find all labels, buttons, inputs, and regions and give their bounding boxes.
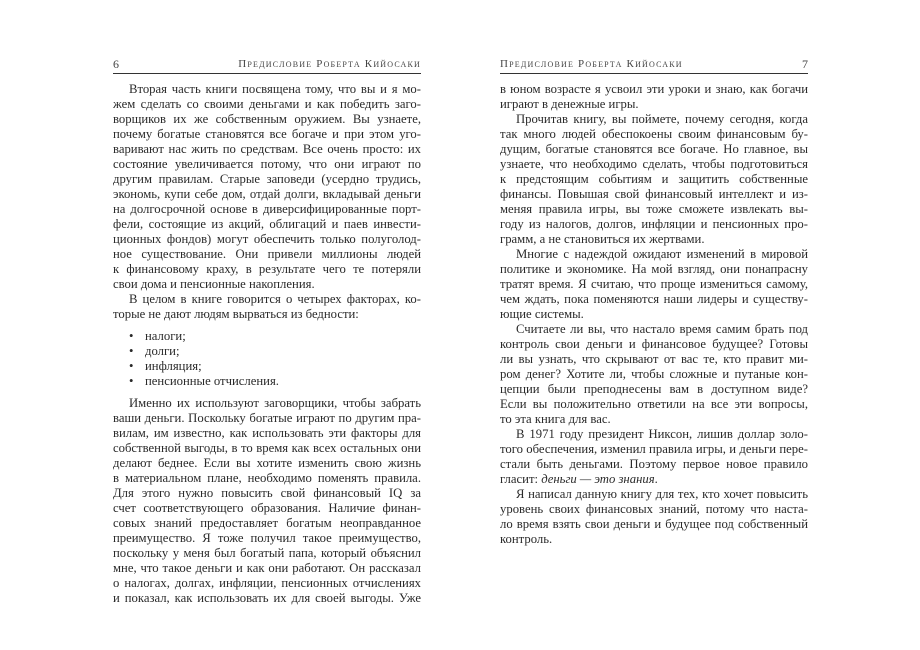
bullet-icon: • [129,329,134,343]
text-line: Именно их используют заговорщики, чтобы забрать [129,396,421,410]
text-line: ционных фондов) могут обеспечить только полуголод- [113,232,421,246]
text-line: ло время взять свои деньги и будущее под собственный [500,517,808,531]
list-item [113,329,421,344]
paragraph [113,82,421,292]
text-line: В целом в книге говорится о четырех факторах, ко- [129,292,421,306]
text-line: состояние увеличивается потому, что они играют по [113,157,421,171]
list-item-text: пенсионные отчисления. [145,374,279,388]
text-line: варивают нас жить по средствам. Все очень просто: их [113,142,421,156]
page-number: 6 [113,57,119,71]
text-line: чем ждать, пока поменяются наши лидеры и существу- [500,292,808,306]
text-line: ваши деньги. Поскольку богатые играют по другим пра- [113,411,421,425]
text-line: В 1971 году президент Никсон, лишив доллар золо- [516,427,808,441]
running-header [113,57,421,74]
text-line: жем сделать со своими деньгами и как победить заго- [113,97,421,111]
text-line: о налогах, долгах, инфляции, пенсионных отчислениях [113,576,421,590]
text-line: ющие системы. [500,307,584,321]
paragraph [500,427,808,487]
text-line: в юном возрасте я усвоил эти уроки и знаю, как богачи [500,82,808,96]
text-line: Вторая часть книги посвящена тому, что вы и я мо- [129,82,421,96]
text-line: преимущество. Я тоже получил такое преимущество, [113,531,421,545]
text-line: Считаете ли вы, что настало время самим брать под [516,322,808,336]
text-line: году из налогов, долгов, инфляции и пенсионных про- [500,217,808,231]
text-line: на долгосрочной основе в диверсифицированные порт- [113,202,421,216]
text-line: поскольку у меня был богатый папа, который объяснил [113,546,421,560]
text-line: Я написал данную книгу для тех, кто хочет повысить [516,487,808,501]
text-line [500,472,808,487]
text-line: контроль. [500,532,553,546]
text-line: ром денег? Хотите ли, чтобы сложные и путаные кон- [500,367,808,381]
spacer [113,389,421,396]
paragraph [500,82,808,112]
text-line: свои дома и пенсионные накопления. [113,277,315,291]
text-line: того обеспечения, изменил правила игры, и деньги пере- [500,442,808,456]
text-line: Для этого нужно повысить свой финансовый IQ за [113,486,421,500]
text-line: делают беднее. Если вы хотите изменить свою жизнь [113,456,421,470]
list-item-text: инфляция; [145,359,202,373]
running-header [500,57,808,74]
page-number: 7 [802,57,808,71]
list-item [113,359,421,374]
text-line: стали быть деньгами. Поэтому первое новое правило [500,457,808,471]
text-line: в материальном плане, необходимо поменять правила. [113,471,421,485]
running-title: Предисловие Роберта Кийосаки [500,58,683,70]
page-body [113,82,421,606]
paragraph [500,112,808,247]
paragraph [500,487,808,547]
paragraph [500,322,808,427]
page-body [500,82,808,547]
text-line: политике и экономике. На мой взгляд, они понапрасну [500,262,808,276]
text-line: другим правилам. Старые заповеди (усердно трудись, [113,172,421,186]
list-item-text: долги; [145,344,180,358]
text-line: почему богатые становятся все богаче и при этом уго- [113,127,421,141]
list-item [113,374,421,389]
text-line: Многие с надеждой ожидают изменений в мировой [516,247,808,261]
text-line: грамм, а не становиться их жертвами. [500,232,705,246]
list-item-text: налоги; [145,329,186,343]
text-span: гласит: [500,472,542,486]
text-line: счет соответствующего образования. Наличие финан- [113,501,421,515]
text-line: играют в денежные игры. [500,97,639,111]
bullet-icon: • [129,359,134,373]
text-span: . [654,472,658,486]
paragraph [113,292,421,322]
text-line: уровень своих финансовых знаний, потому что наста- [500,502,808,516]
text-line: ли вы узнать, что скрывают от вас те, кто правит ми- [500,352,808,366]
text-line: тратят время. Я считаю, что проще измениться самому, [500,277,808,291]
text-line: экономь, купи себе дом, отдай долги, вкладывай деньги [113,187,421,201]
text-line: собственной выгоды, в то время как всех остальных они [113,441,421,455]
text-line: контроль свои деньги и финансовое будущее? Готовы [500,337,808,351]
text-line: торые не дают людям вырваться из бедности: [113,307,359,321]
bullet-icon: • [129,344,134,358]
text-line: и показал, как использовать их для своей выгоды. Уже [113,591,421,605]
paragraph [500,247,808,322]
text-line: меняя правила игры, вы тоже сможете извлекать вы- [500,202,808,216]
text-line: дущим, богатые становятся все богаче. Но главное, вы [500,142,808,156]
text-line: финансы. Повышая свой финансовый интеллект и из- [500,187,808,201]
text-line: фели, состоящие из акций, облигаций и паев инвести- [113,217,421,231]
text-line: так много людей обеспокоены своим финансовым бу- [500,127,808,141]
text-line: Если вы положительно ответили на все эти вопросы, [500,397,808,411]
bullet-list [113,329,421,389]
text-line: ное существование. Они привели миллионы людей [113,247,421,261]
paragraph [113,396,421,606]
text-line: узнаете, что необходимо сделать, чтобы подготовиться [500,157,808,171]
text-line: к финансовому краху, в результате чего те потеряли [113,262,421,276]
text-line: Прочитав книгу, вы поймете, почему сегодня, когда [516,112,808,126]
list-item [113,344,421,359]
text-line: ворщиков их же собственным оружием. Вы узнаете, [113,112,421,126]
text-line: вилам, им известно, как использовать эти факторы для [113,426,421,440]
bullet-icon: • [129,374,134,388]
text-line: к предстоящим событиям и защитить собственные [500,172,808,186]
text-line: совых знаний предоставляет богатым неоправданное [113,516,421,530]
text-line: цепции были преподнесены вам в доступном виде? [500,382,808,396]
running-title: Предисловие Роберта Кийосаки [238,58,421,70]
emphasis-text: деньги — это знания [541,472,655,486]
text-line: мне, что такое деньги и как они работают. Он рассказал [113,561,421,575]
spacer [113,322,421,329]
text-line: то эта книга для вас. [500,412,611,426]
